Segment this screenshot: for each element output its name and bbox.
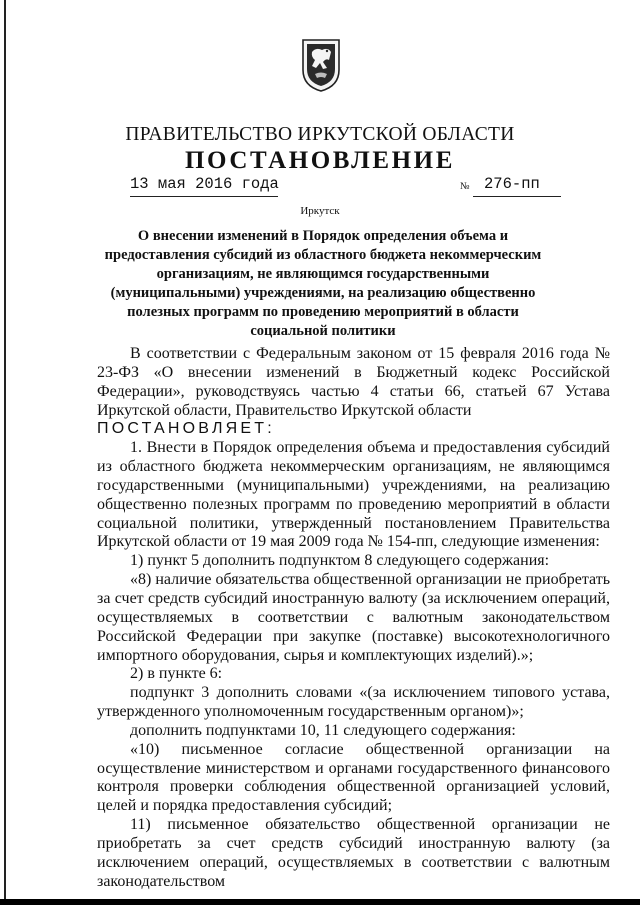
paragraph-2: 1) пункт 5 дополнить подпунктом 8 следующего содержания: bbox=[130, 552, 550, 570]
paragraph-8: 11) письменное обязательство общественной организации не приобретать за счет средств субсидий иностранную валюту (за исключением операций, осуществляемых в соответствии с валютным законодательством bbox=[97, 816, 610, 890]
government-name: ПРАВИТЕЛЬСТВО ИРКУТСКОЙ ОБЛАСТИ bbox=[125, 124, 515, 145]
preamble-paragraph: В соответствии с Федеральным законом от 15 февраля 2016 года № 23-ФЗ «О внесении изменений в Бюджетный кодекс Российской Федерации», руководствуясь частью 4 статьи 66, статьей 67 Устава Иркутской области, Правительство Иркутской области bbox=[97, 345, 610, 419]
coat-of-arms-emblem bbox=[301, 38, 341, 92]
document-number: 276-пп bbox=[484, 175, 540, 193]
document-heading: О внесении изменений в Порядок определения объема и предоставления субсидий из областного бюджета некоммерческим организациям, не являющимся государственными (муниципальными) учреждениями, на реализацию общественно полезных программ по проведению мероприятий в области социальной политики bbox=[104, 228, 542, 339]
date-underline bbox=[130, 196, 278, 197]
document-body bbox=[97, 345, 610, 891]
paragraph-1: 1. Внести в Порядок определения объема и предоставления субсидий из областного бюджета некоммерческим организациям, не являющимся государственными (муниципальными) учреждениями, на реализацию общественно полезных программ по проведению мероприятий в области социальной политики, утвержденный постановлением Правительства Иркутской области от 19 мая 2009 года № 154-пп, следующие изменения: bbox=[97, 439, 610, 551]
paragraph-5: подпункт 3 дополнить словами «(за исключением типового устава, утвержденного уполномоченным государственным органом)»; bbox=[97, 684, 610, 721]
postanovlyaet-label: ПОСТАНОВЛЯЕТ: bbox=[97, 420, 275, 438]
paragraph-4: 2) в пункте 6: bbox=[130, 665, 223, 683]
number-sign: № bbox=[460, 181, 470, 192]
paragraph-6: дополнить подпунктами 10, 11 следующего содержания: bbox=[130, 721, 516, 739]
number-underline bbox=[473, 196, 561, 197]
document-type: ПОСТАНОВЛЕНИЕ bbox=[184, 147, 456, 174]
document-place: Иркутск bbox=[300, 205, 340, 217]
paragraph-3: «8) наличие обязательства общественной организации не приобретать за счет средств субсидий иностранную валюту (за исключением операций, осуществляемых в соответствии с валютным законодательством Российской Федерации при закупке (поставке) высокотехнологичного импортного оборудования, сырья и комплектующих изделий).»; bbox=[97, 571, 610, 664]
document-date: 13 мая 2016 года bbox=[130, 175, 279, 193]
paragraph-7: «10) письменное согласие общественной организации на осуществление министерством и органами государственного финансового контроля проверки соблюдения общественной организацией условий, целей и порядка предоставления субсидий; bbox=[97, 740, 610, 815]
scan-edge-bottom bbox=[0, 899, 640, 905]
